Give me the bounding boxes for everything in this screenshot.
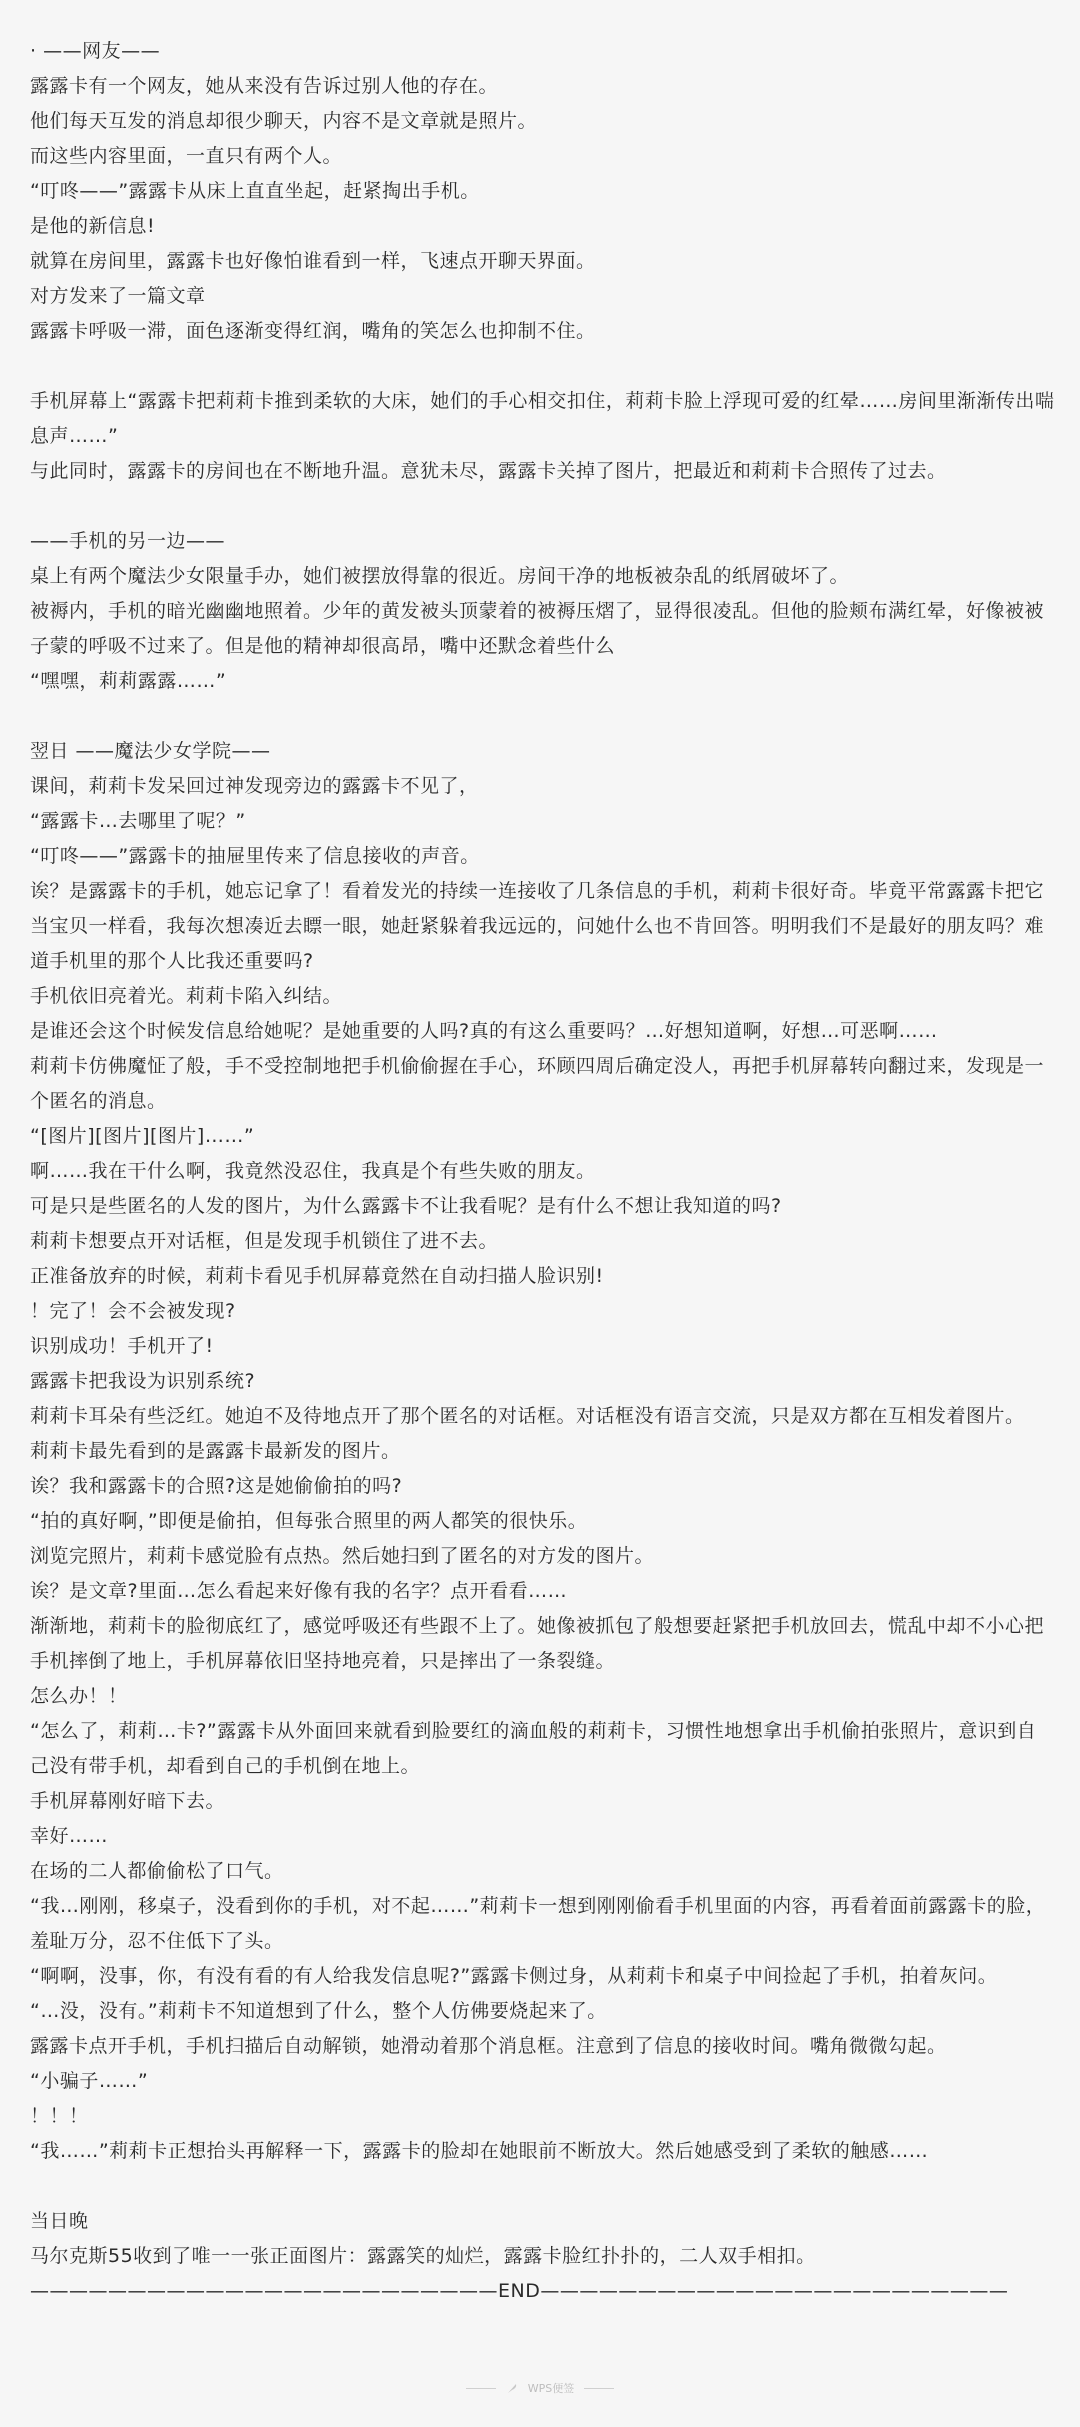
paragraph: 在场的二人都偷偷松了口气。 <box>30 1860 284 1882</box>
section-heading: 翌日 ——魔法少女学院—— <box>30 740 271 762</box>
paragraph: “拍的真好啊，”即便是偷拍，但每张合照里的两人都笑的很快乐。 <box>30 1510 588 1532</box>
blank-line <box>30 699 1055 734</box>
paragraph: 对方发来了一篇文章 <box>30 285 206 307</box>
paragraph: “我…刚刚，移桌子，没看到你的手机，对不起……”莉莉卡一想到刚刚偷看手机里面的内容，再看着面前露露卡的脸，羞耻万分，忍不住低下了头。 <box>30 1895 1046 1952</box>
paragraph: 露露卡把我设为识别系统? <box>30 1370 256 1392</box>
paragraph: 怎么办！！ <box>30 1685 128 1707</box>
footer-rule-right <box>584 2388 614 2389</box>
paragraph: 露露卡点开手机，手机扫描后自动解锁，她滑动着那个消息框。注意到了信息的接收时间。嘴角微微勾起。 <box>30 2035 947 2057</box>
paragraph: 与此同时，露露卡的房间也在不断地升温。意犹未尽，露露卡关掉了图片，把最近和莉莉卡合照传了过去。 <box>30 460 947 482</box>
paragraph: “怎么了，莉莉…卡?”露露卡从外面回来就看到脸要红的滴血般的莉莉卡，习惯性地想拿出手机偷拍张照片，意识到自己没有带手机，却看到自己的手机倒在地上。 <box>30 1720 1037 1777</box>
paragraph: “露露卡…去哪里了呢？” <box>30 810 246 832</box>
paragraph: 诶？我和露露卡的合照?这是她偷偷拍的吗? <box>30 1475 403 1497</box>
paragraph: 是谁还会这个时候发信息给她呢？是她重要的人吗?真的有这么重要吗？…好想知道啊，好想…可恶啊…… <box>30 1020 938 1042</box>
blank-line <box>30 349 1055 384</box>
paragraph: 浏览完照片，莉莉卡感觉脸有点热。然后她扫到了匿名的对方发的图片。 <box>30 1545 655 1567</box>
paragraph: 手机依旧亮着光。莉莉卡陷入纠结。 <box>30 985 343 1007</box>
paragraph: 手机屏幕刚好暗下去。 <box>30 1790 226 1812</box>
paragraph: 桌上有两个魔法少女限量手办，她们被摆放得靠的很近。房间干净的地板被杂乱的纸屑破坏了。 <box>30 565 850 587</box>
blank-line <box>30 489 1055 524</box>
footer-rule-left <box>466 2388 496 2389</box>
paragraph: 诶？是露露卡的手机，她忘记拿了！看着发光的持续一连接收了几条信息的手机，莉莉卡很好奇。毕竟平常露露卡把它当宝贝一样看，我每次想凑近去瞟一眼，她赶紧躲着我远远的，问她什么也不肯回答。明明我们不是最好的朋友吗？难道手机里的那个人比我还重要吗? <box>30 880 1045 972</box>
paragraph: 课间，莉莉卡发呆回过神发现旁边的露露卡不见了， <box>30 775 479 797</box>
paragraph: ！！！ <box>30 2105 89 2127</box>
feather-icon <box>506 2382 518 2394</box>
paragraph: ！完了！会不会被发现? <box>30 1300 236 1322</box>
document-body <box>30 34 1055 2309</box>
paragraph: 莉莉卡最先看到的是露露卡最新发的图片。 <box>30 1440 401 1462</box>
paragraph: 是他的新信息! <box>30 215 156 237</box>
paragraph: “嘿嘿，莉莉露露……” <box>30 670 227 692</box>
paragraph: 手机屏幕上“露露卡把莉莉卡推到柔软的大床，她们的手心相交扣住，莉莉卡脸上浮现可爱的红晕……房间里渐渐传出喘息声……” <box>30 390 1055 447</box>
watermark-footer <box>0 2380 1080 2396</box>
paragraph: 莉莉卡仿佛魔怔了般，手不受控制地把手机偷偷握在手心，环顾四周后确定没人，再把手机屏幕转向翻过来，发现是一个匿名的消息。 <box>30 1055 1045 1112</box>
paragraph: 可是只是些匿名的人发的图片，为什么露露卡不让我看呢？是有什么不想让我知道的吗? <box>30 1195 782 1217</box>
paragraph: “叮咚——”露露卡的抽屉里传来了信息接收的声音。 <box>30 845 480 867</box>
paragraph: 啊……我在干什么啊，我竟然没忍住，我真是个有些失败的朋友。 <box>30 1160 596 1182</box>
paragraph: 被褥内，手机的暗光幽幽地照着。少年的黄发被头顶蒙着的被褥压熠了，显得很凌乱。但他的脸颊布满红晕，好像被被子蒙的呼吸不过来了。但是他的精神却很高昂，嘴中还默念着些什么 <box>30 600 1045 657</box>
section-heading <box>30 2169 1055 2204</box>
paragraph: “[图片][图片][图片]……” <box>30 1125 255 1147</box>
section-heading: ——手机的另一边—— <box>30 530 226 552</box>
paragraph: 莉莉卡想要点开对话框，但是发现手机锁住了进不去。 <box>30 1230 499 1252</box>
paragraph: 就算在房间里，露露卡也好像怕谁看到一样，飞速点开聊天界面。 <box>30 250 596 272</box>
paragraph: 露露卡呼吸一滞，面色逐渐变得红润，嘴角的笑怎么也抑制不住。 <box>30 320 596 342</box>
paragraph: 而这些内容里面，一直只有两个人。 <box>30 145 343 167</box>
paragraph: “叮咚——”露露卡从床上直直坐起，赶紧掏出手机。 <box>30 180 480 202</box>
footer-brand: WPS便签 <box>527 2382 575 2395</box>
paragraph: “啊啊，没事，你，有没有看的有人给我发信息呢?”露露卡侧过身，从莉莉卡和桌子中间捡起了手机，拍着灰问。 <box>30 1965 998 1987</box>
blank-line: “我……”莉莉卡正想抬头再解释一下，露露卡的脸却在她眼前不断放大。然后她感受到了柔软的触感…… <box>30 2140 929 2162</box>
paragraph: 露露卡有一个网友，她从来没有告诉过别人他的存在。 <box>30 75 499 97</box>
paragraph: · ——网友—— <box>30 40 161 62</box>
paragraph: 识别成功！手机开了! <box>30 1335 214 1357</box>
paragraph: 他们每天互发的消息却很少聊天，内容不是文章就是照片。 <box>30 110 538 132</box>
paragraph: 马尔克斯55收到了唯一一张正面图片：露露笑的灿烂，露露卡脸红扑扑的，二人双手相扣。 <box>30 2245 816 2267</box>
paragraph: 渐渐地，莉莉卡的脸彻底红了，感觉呼吸还有些跟不上了。她像被抓包了般想要赶紧把手机放回去，慌乱中却不小心把手机摔倒了地上，手机屏幕依旧坚持地亮着，只是摔出了一条裂缝。 <box>30 1615 1045 1672</box>
paragraph: “…没，没有。”莉莉卡不知道想到了什么，整个人仿佛要烧起来了。 <box>30 2000 607 2022</box>
end-marker: ————————————————————————END———————————————————————— <box>30 2280 1009 2302</box>
paragraph: 幸好…… <box>30 1825 109 1847</box>
paragraph: 诶？是文章?里面…怎么看起来好像有我的名字？点开看看…… <box>30 1580 568 1602</box>
paragraph: 正准备放弃的时候，莉莉卡看见手机屏幕竟然在自动扫描人脸识别! <box>30 1265 604 1287</box>
paragraph: 莉莉卡耳朵有些泛红。她迫不及待地点开了那个匿名的对话框。对话框没有语言交流，只是双方都在互相发着图片。 <box>30 1405 1025 1427</box>
paragraph: “小骗子……” <box>30 2070 149 2092</box>
paragraph: 当日晚 <box>30 2210 89 2232</box>
